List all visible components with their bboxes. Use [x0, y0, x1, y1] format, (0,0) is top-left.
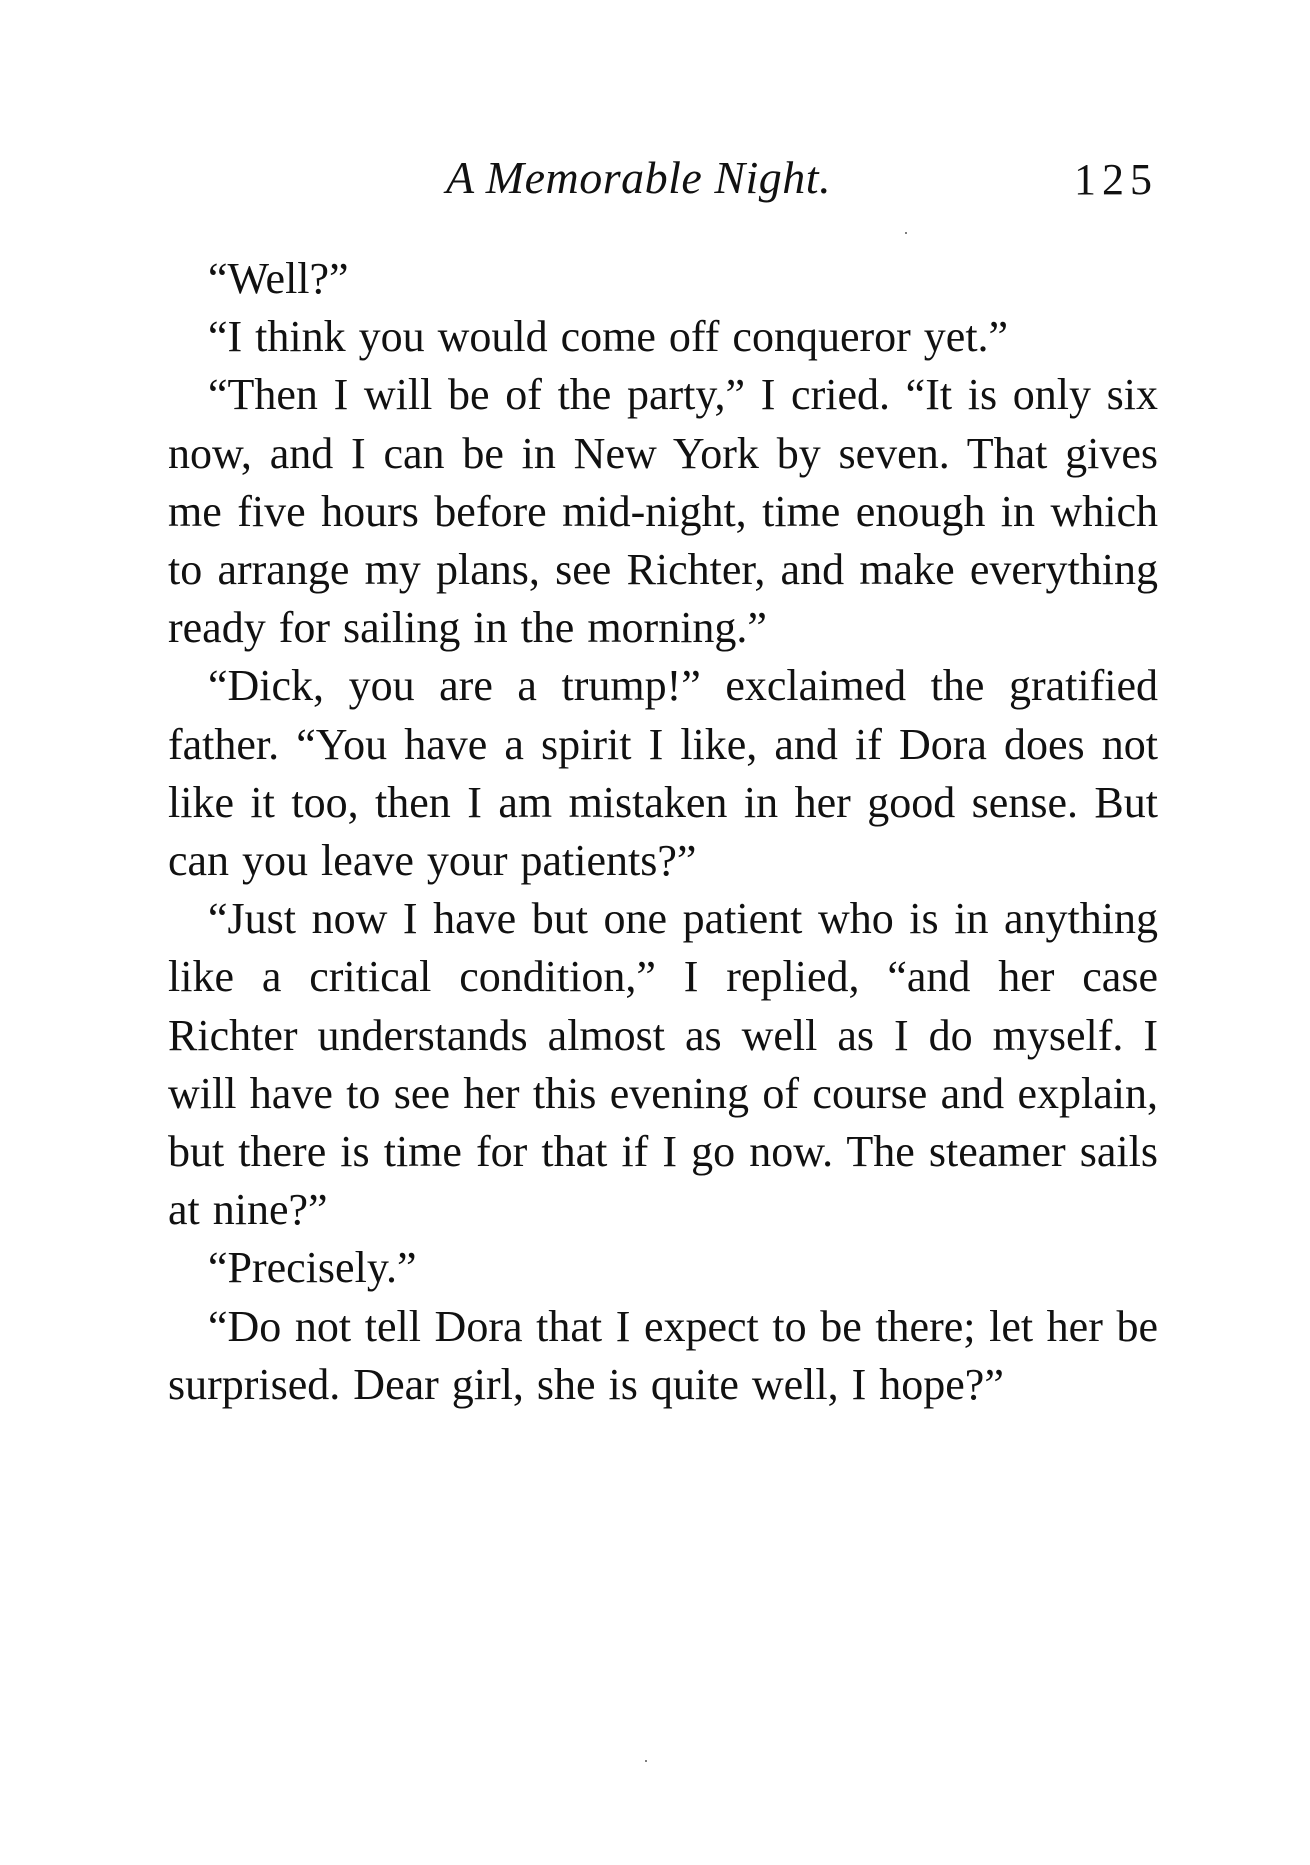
paper-speck [645, 1760, 647, 1762]
running-title: A Memorable Night. [446, 152, 832, 203]
body-text [168, 250, 1158, 1414]
paragraph-patient: “Just now I have but one patient who is in anything like a critical condition,” I replied, “and her case Richter understands almost as well as I do myself. I will have to see her this evening of course and explain, but there is time for that if I go now. The steamer sails at nine?” [168, 894, 1158, 1235]
paragraph-conqueror: “I think you would come off conqueror yet.” [208, 312, 1009, 362]
paragraph-precisely: “Precisely.” [208, 1243, 417, 1293]
page-number: 125 [1074, 155, 1158, 204]
paragraph-trump: “Dick, you are a trump!” exclaimed the gratified father. “You have a spirit I like, and if Dora does not like it too, then I am mistaken in her good sense. But can you leave your patients?” [168, 661, 1158, 886]
paragraph-party: “Then I will be of the party,” I cried. “It is only six now, and I can be in New York by seven. That gives me five hours before mid-night, time enough in which to arrange my plans, see Richter, and make everything ready for sailing in the morning.” [168, 370, 1158, 653]
paragraph-dora: “Do not tell Dora that I expect to be there; let her be surprised. Dear girl, she is quite well, I hope?” [168, 1301, 1158, 1409]
paragraph-well: “Well?” [208, 254, 349, 303]
paper-speck [905, 232, 907, 234]
running-head [168, 150, 1158, 220]
